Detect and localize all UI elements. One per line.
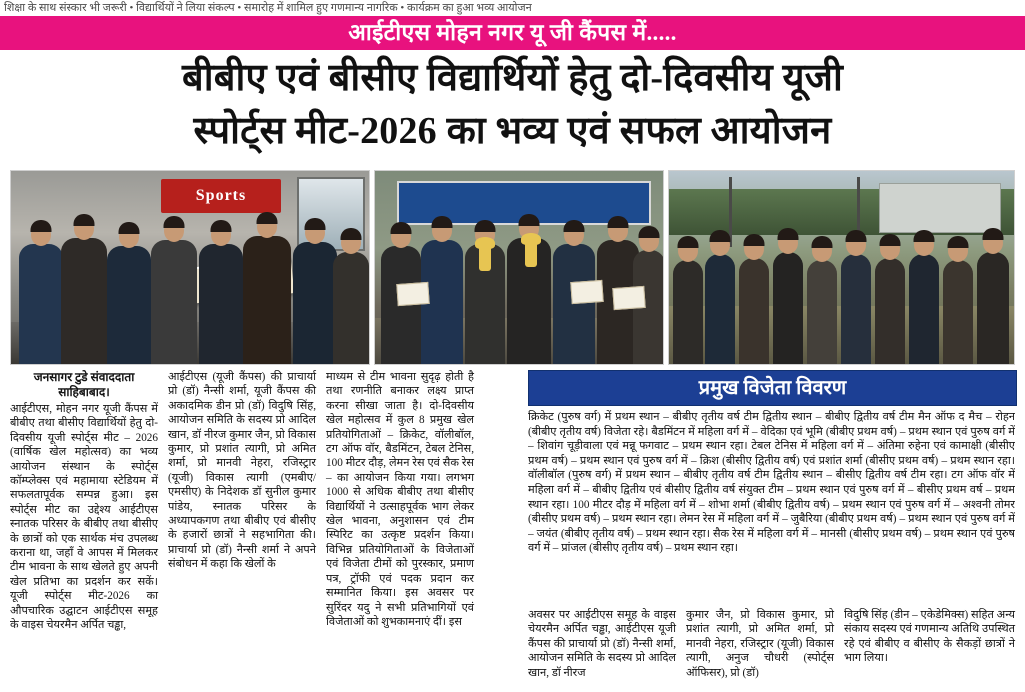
person-figure: [151, 240, 197, 364]
sports-wall-sign: Sports: [161, 179, 281, 213]
body-column-1: [10, 370, 158, 633]
person-figure: [739, 258, 769, 364]
photo-strip: [10, 170, 1015, 365]
bottom-right-columns: [528, 608, 1015, 686]
person-figure: [243, 236, 291, 364]
byline: जनसागर टुडे संवाददाता साहिबाबाद।: [33, 370, 135, 399]
photo-inaugural-scroll: [10, 170, 370, 365]
photo-ground-crowd: [668, 170, 1015, 365]
winner-details-box: [528, 370, 1015, 602]
person-figure: [773, 252, 803, 364]
bottom-column-2: कुमार जैन, प्रो विकास कुमार, प्रो प्रशांत त्यागी, प्रो अमित शर्मा, प्रो मानवी नेहरा, रजिस्ट्रार (यूजी) विकास त्यागी, अनुज चौधरी (स्पोर्ट्स ऑफिसर), प्रो (डॉ): [686, 609, 834, 679]
page-title: [0, 52, 1025, 162]
previous-article-text: शिक्षा के साथ संस्कार भी जरूरी • विद्यार्थियों ने लिया संकल्प • समारोह में शामिल हुए गणमान्य नागरिक • कार्यक्रम का हुआ भव्य आयोजन: [4, 2, 532, 14]
trophy-icon: [479, 245, 491, 271]
person-figure: [333, 252, 369, 364]
person-figure: [107, 246, 151, 364]
person-figure: [875, 258, 905, 364]
bottom-column-1: अवसर पर आईटीएस समूह के वाइस चेयरमैन अर्पित चड्ढा, आईटीएस यूजी कैंपस की प्राचार्या प्रो (डॉ) नैन्सी शर्मा, आयोजन समिति के सदस्य प्रो आदिल खान, डॉ नीरज: [528, 609, 676, 679]
kicker-text: आईटीएस मोहन नगर यू जी कैंपस में.....: [348, 20, 677, 45]
bottom-column-3: विदुषि सिंह (डीन – एकेडेमिक्स) सहित अन्य संकाय सदस्य एवं गणमान्य अतिथि उपस्थित रहे एवं बीबीए व बीसीए के सैकड़ों छात्रों ने भाग लिया।: [844, 609, 1015, 665]
person-figure: [807, 260, 837, 364]
person-figure: [553, 244, 595, 364]
building-shape: [879, 183, 1001, 233]
person-figure: [909, 254, 939, 364]
body-text-3: माध्यम से टीम भावना सुदृढ़ होती है तथा रणनीति बनाकर लक्ष्य प्राप्त करना सीखा जाता है। दो-दिवसीय खेल महोत्सव में कुल 8 प्रमुख खेल प्रतियोगिताओं – क्रिकेट, वॉलीबॉल, टग ऑफ वॉर, बैडमिंटन, टेबल टेनिस, 100 मीटर दौड़, लेमन रेस एवं सैक रेस – का आयोजन किया गया। लगभग 1000 से अधिक बीबीए तथा बीसीए विद्यार्थियों ने उत्साहपूर्वक भाग लेकर खेल भावना, अनुशासन एवं टीम स्पिरिट का उत्कृष्ट प्रदर्शन किया। विभिन्न प्रतियोगिताओं के विजेताओं एवं विजेता टीमों को पुरस्कार, प्रमाण पत्र, ट्रॉफी एवं पदक प्रदान कर सम्मानित किया। इस अवसर पर सुरिंदर यदु ने सभी प्रतिभागियों एवं विजेताओं को शुभकामनाएं दीं। इस: [326, 371, 474, 628]
photo-winners-trophies: [374, 170, 665, 365]
person-figure: [673, 260, 703, 364]
person-figure: [293, 242, 337, 364]
person-figure: [841, 254, 871, 364]
kicker-bar: [0, 16, 1025, 50]
headline-line-1: बीबीए एवं बीसीए विद्यार्थियों हेतु दो-दिवसीय यूजी: [182, 57, 843, 99]
article-body: [10, 370, 1015, 686]
trophy-icon: [525, 241, 537, 267]
previous-article-strip: [0, 0, 1025, 16]
winner-box-text: क्रिकेट (पुरुष वर्ग) में प्रथम स्थान – बीबीए तृतीय वर्ष टीम द्वितीय स्थान – बीबीए द्वितीय वर्ष टीम मैन ऑफ द मैच – रोहन (बीबीए तृतीय वर्ष) विजेता रहे। बैडमिंटन में महिला वर्ग में – वेदिका एवं भूमि (बीबीए प्रथम वर्ष) – प्रथम स्थान एवं पुरुष वर्ग में – शिवांग चूड़ीवाला एवं मन्नू फगवाट – प्रथम स्थान रहा। टेबल टेनिस में महिला वर्ग में – अंतिमा रुहेना एवं कामाक्षी (बीसीए प्रथम वर्ष) – प्रथम स्थान एवं पुरुष वर्ग में – क्रिश (बीसीए द्वितीय वर्ष) एवं प्रशांत शर्मा (बीसीए प्रथम वर्ष) – प्रथम स्थान रहा। वॉलीबॉल (पुरुष वर्ग) में प्रथम स्थान – बीबीए तृतीय वर्ष टीम द्वितीय स्थान – बीसीए द्वितीय वर्ष टीम रहा। टग ऑफ वॉर में महिला वर्ग में – बीबीए द्वितीय एवं बीसीए द्वितीय वर्ष संयुक्त टीम – प्रथम स्थान एवं पुरुष वर्ग में – बीसीए प्रथम वर्ष – प्रथम स्थान रहा। 100 मीटर दौड़ में महिला वर्ग में – शोभा शर्मा (बीबीए द्वितीय वर्ष) – प्रथम स्थान एवं पुरुष वर्ग में – अश्वनी तोमर (बीसीए प्रथम वर्ष) – प्रथम स्थान रहा। लेमन रेस में महिला वर्ग में – जुबैरिया (बीबीए प्रथम वर्ष) – प्रथम स्थान एवं पुरुष वर्ग में – जयंत (बीबीए तृतीय वर्ष) – प्रथम स्थान रहा। सैक रेस में महिला वर्ग में – मानसी (बीसीए प्रथम वर्ष) – प्रथम स्थान एवं पुरुष वर्ग में – प्रांजल (बीसीए तृतीय वर्ष) – प्रथम स्थान रहा।: [528, 411, 1015, 555]
headline-line-2: स्पोर्ट्स मीट-2026 का भव्य एवं सफल आयोजन: [193, 110, 832, 152]
person-figure: [705, 254, 735, 364]
certificate-shape: [396, 282, 429, 306]
person-figure: [977, 252, 1009, 364]
body-column-3: [326, 370, 474, 629]
body-text-1: आईटीएस, मोहन नगर यूजी कैंपस में बीबीए तथा बीसीए विद्यार्थियों हेतु दो-दिवसीय यूजी स्पोर्ट्स मीट – 2026 (वार्षिक खेल महोत्सव) का भव्य आयोजन संस्थान के स्पोर्ट्स कॉम्प्लेक्स एवं महामाया स्टेडियम में सफलतापूर्वक सम्पन्न हुआ। इस स्पोर्ट्स मीट का उद्देश्य आईटीएस स्नातक परिसर के बीबीए तथा बीसीए के छात्रों को एक सार्थक मंच उपलब्ध कराना था, जहाँ वे आपस में मिलकर टीम भावना के साथ खेलते हुए अपनी खेल प्रतिभा का प्रदर्शन कर सकें। यूजी स्पोर्ट्स मीट-2026 का औपचारिक उद्घाटन आईटीएस समूह के वाइस चेयरमैन अर्पित चड्ढा,: [10, 403, 158, 632]
person-figure: [61, 238, 107, 364]
winner-box-heading: प्रमुख विजेता विवरण: [528, 370, 1017, 406]
certificate-shape: [612, 286, 645, 310]
person-figure: [943, 260, 973, 364]
body-column-2: [168, 370, 316, 572]
certificate-shape: [570, 280, 603, 304]
person-figure: [199, 244, 243, 364]
body-text-2: आईटीएस (यूजी कैंपस) की प्राचार्या प्रो (डॉ) नैन्सी शर्मा, यूजी कैंपस की अकादमिक डीन प्रो (डॉ) विदुषि सिंह, आयोजन समिति के सदस्य प्रो आदिल खान, डॉ नीरज कुमार जैन, प्रो विकास कुमार, प्रो प्रशांत त्यागी, प्रो अमित शर्मा, प्रो मानवी नेहरा, रजिस्ट्रार (यूजी) विकास त्यागी (एमबीए/एमसीए) के निदेशक डॉ सुनील कुमार पांडेय, स्नातक परिसर के अध्यापकगण तथा बीबीए एवं बीसीए के हजारों छात्रों ने सहभागिता की। प्राचार्या प्रो (डॉ) नैन्सी शर्मा ने अपने संबोधन में कहा कि खेलों के: [168, 371, 316, 571]
person-figure: [19, 244, 63, 364]
